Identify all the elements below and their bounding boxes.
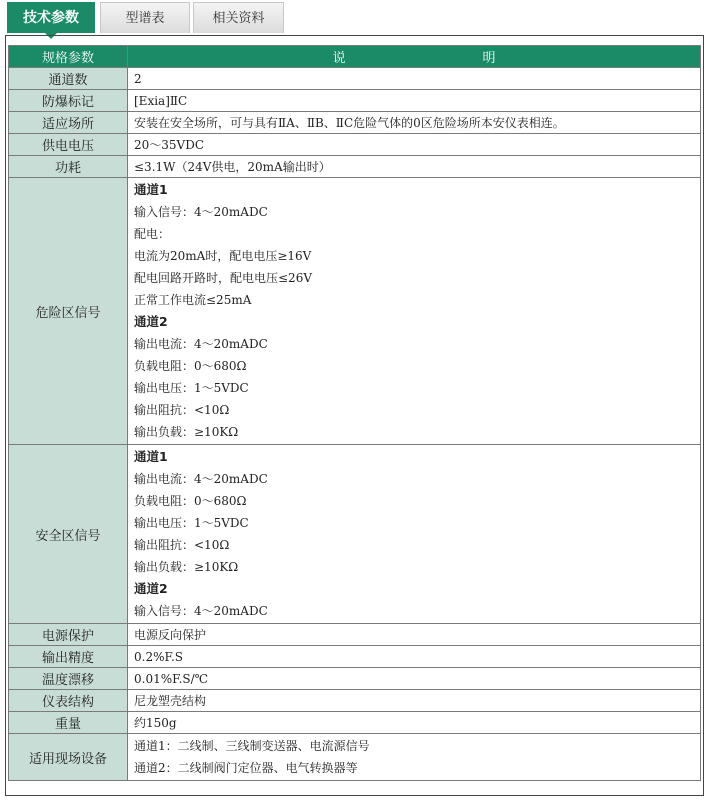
row-key: 供电电压: [9, 134, 128, 156]
tab-model-spectrum[interactable]: 型谱表: [100, 2, 190, 33]
row-key: 电源保护: [9, 624, 128, 646]
spec-table: [8, 45, 701, 781]
channel-heading: 通道1: [134, 449, 168, 464]
row-value: 2: [128, 68, 701, 90]
row-value: [128, 734, 701, 781]
spec-line: 输出电压：1～5VDC: [134, 381, 249, 395]
table-row-safe-signal: [9, 445, 701, 624]
spec-panel: [5, 35, 704, 796]
spec-line: 配电：: [134, 227, 171, 241]
table-header-row: [9, 46, 701, 68]
spec-line: 通道1：二线制、三线制变送器、电流源信号: [134, 739, 370, 753]
row-value: 0.01%F.S/℃: [128, 668, 701, 690]
row-value: [128, 445, 701, 624]
row-key: 危险区信号: [9, 178, 128, 445]
spec-line: 正常工作电流≤25mA: [134, 293, 252, 307]
header-value: [128, 46, 701, 68]
table-row: [9, 646, 701, 668]
row-key: 通道数: [9, 68, 128, 90]
row-key: 适应场所: [9, 112, 128, 134]
channel-heading: 通道2: [134, 314, 168, 329]
tab-tech-params[interactable]: 技术参数: [7, 2, 95, 33]
spec-line: 电流为20mA时，配电电压≥16V: [134, 249, 312, 263]
row-value: ≤3.1W（24V供电，20mA输出时）: [128, 156, 701, 178]
row-key: 重量: [9, 712, 128, 734]
spec-line: 输入信号：4～20mADC: [134, 205, 268, 219]
row-key: 防爆标记: [9, 90, 128, 112]
tab-related-docs[interactable]: 相关资料: [193, 2, 284, 33]
row-value: 电源反向保护: [128, 624, 701, 646]
channel-heading: 通道1: [134, 182, 168, 197]
row-value: 约150g: [128, 712, 701, 734]
table-row: [9, 90, 701, 112]
row-key: 安全区信号: [9, 445, 128, 624]
row-value: 尼龙塑壳结构: [128, 690, 701, 712]
table-row: [9, 156, 701, 178]
table-row-danger-signal: [9, 178, 701, 445]
header-value-left: 说: [332, 51, 346, 66]
table-row: [9, 690, 701, 712]
spec-line: 输出阻抗：<10Ω: [134, 403, 230, 417]
spec-line: 输出电流：4～20mADC: [134, 472, 268, 486]
tab-bar: [0, 0, 708, 34]
table-row: [9, 668, 701, 690]
spec-line: 输出电压：1～5VDC: [134, 516, 249, 530]
spec-line: 输出负载：≥10KΩ: [134, 425, 239, 439]
table-row: [9, 112, 701, 134]
row-value: 安装在安全场所，可与具有ⅡA、ⅡB、ⅡC危险气体的0区危险场所本安仪表相连。: [128, 112, 701, 134]
spec-line: 负载电阻：0～680Ω: [134, 494, 247, 508]
table-row: [9, 134, 701, 156]
spec-line: 输入信号：4～20mADC: [134, 604, 268, 618]
header-key: 规格参数: [9, 46, 128, 68]
row-value: 0.2%F.S: [128, 646, 701, 668]
spec-line: 负载电阻：0～680Ω: [134, 359, 247, 373]
channel-heading: 通道2: [134, 581, 168, 596]
row-key: 仪表结构: [9, 690, 128, 712]
spec-line: 输出电流：4～20mADC: [134, 337, 268, 351]
row-value: 20～35VDC: [128, 134, 701, 156]
row-key: 适用现场设备: [9, 734, 128, 781]
table-row-equipment: [9, 734, 701, 781]
spec-line: 输出阻抗：<10Ω: [134, 538, 230, 552]
row-key: 功耗: [9, 156, 128, 178]
spec-line: 输出负载：≥10KΩ: [134, 560, 239, 574]
header-value-right: 明: [482, 51, 496, 66]
row-value: [128, 178, 701, 445]
spec-line: 通道2：二线制阀门定位器、电气转换器等: [134, 761, 358, 775]
table-row: [9, 624, 701, 646]
row-key: 输出精度: [9, 646, 128, 668]
table-row: [9, 712, 701, 734]
row-value: [Exia]ⅡC: [128, 90, 701, 112]
row-key: 温度漂移: [9, 668, 128, 690]
spec-line: 配电回路开路时，配电电压≤26V: [134, 271, 312, 285]
table-row: [9, 68, 701, 90]
